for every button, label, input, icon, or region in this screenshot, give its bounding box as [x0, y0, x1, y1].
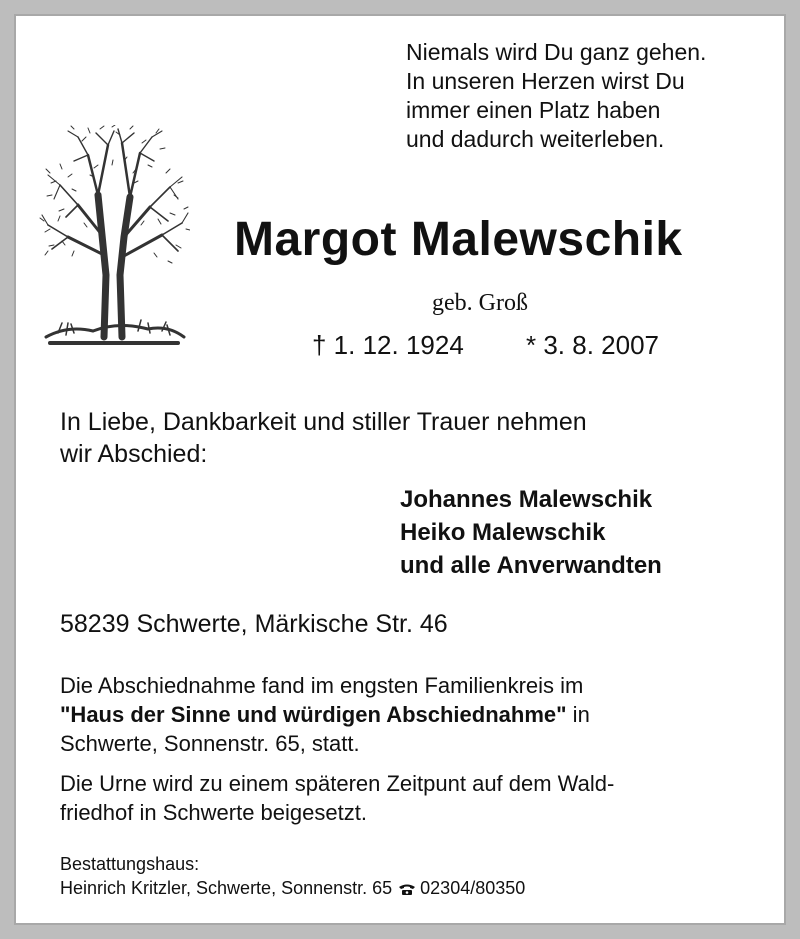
poem-line: In unseren Herzen wirst Du [406, 68, 685, 94]
funeral-home-details: Heinrich Kritzler, Schwerte, Sonnenstr. 65 [60, 878, 393, 898]
birth-date: * 3. 8. 2007 [526, 330, 659, 360]
urn-burial-text [60, 769, 614, 827]
venue-suffix: in [566, 702, 590, 727]
mourner-name: Johannes Malewschik [400, 486, 653, 513]
maiden-name: geb. Groß [432, 290, 528, 316]
life-dates [312, 330, 659, 361]
intro-line: wir Abschied: [60, 440, 208, 468]
farewell-ceremony-text [60, 671, 590, 758]
mourners-list [400, 483, 662, 582]
poem-line: und dadurch weiterleben. [406, 126, 665, 152]
farewell-line: Schwerte, Sonnenstr. 65, statt. [60, 731, 360, 756]
family-address: 58239 Schwerte, Märkische Str. 46 [60, 610, 448, 638]
venue-name: "Haus der Sinne und würdigen Abschiednahme" [60, 702, 567, 727]
tree-icon [38, 125, 190, 355]
telephone-icon [398, 883, 416, 895]
mourner-name: Heiko Malewschik [400, 519, 606, 546]
farewell-line [60, 700, 590, 729]
intro-line: In Liebe, Dankbarkeit und stiller Trauer nehmen [60, 408, 587, 436]
farewell-line: Die Abschiednahme fand im engsten Familienkreis im [60, 673, 584, 698]
funeral-home-phone: 02304/80350 [420, 878, 526, 898]
mourner-name: und alle Anverwandten [400, 552, 662, 579]
funeral-home-heading: Bestattungshaus: [60, 854, 200, 874]
deceased-name: Margot Malewschik [234, 213, 683, 266]
farewell-intro [60, 406, 720, 470]
death-date: † 1. 12. 1924 [312, 330, 464, 360]
poem-line: Niemals wird Du ganz gehen. [406, 39, 707, 65]
urn-line: Die Urne wird zu einem späteren Zeitpunt auf dem Wald- [60, 771, 615, 796]
funeral-home-line [60, 876, 525, 900]
memorial-poem [406, 38, 706, 154]
funeral-home-info [60, 852, 525, 900]
urn-line: friedhof in Schwerte beigesetzt. [60, 800, 367, 825]
poem-line: immer einen Platz haben [406, 97, 661, 123]
